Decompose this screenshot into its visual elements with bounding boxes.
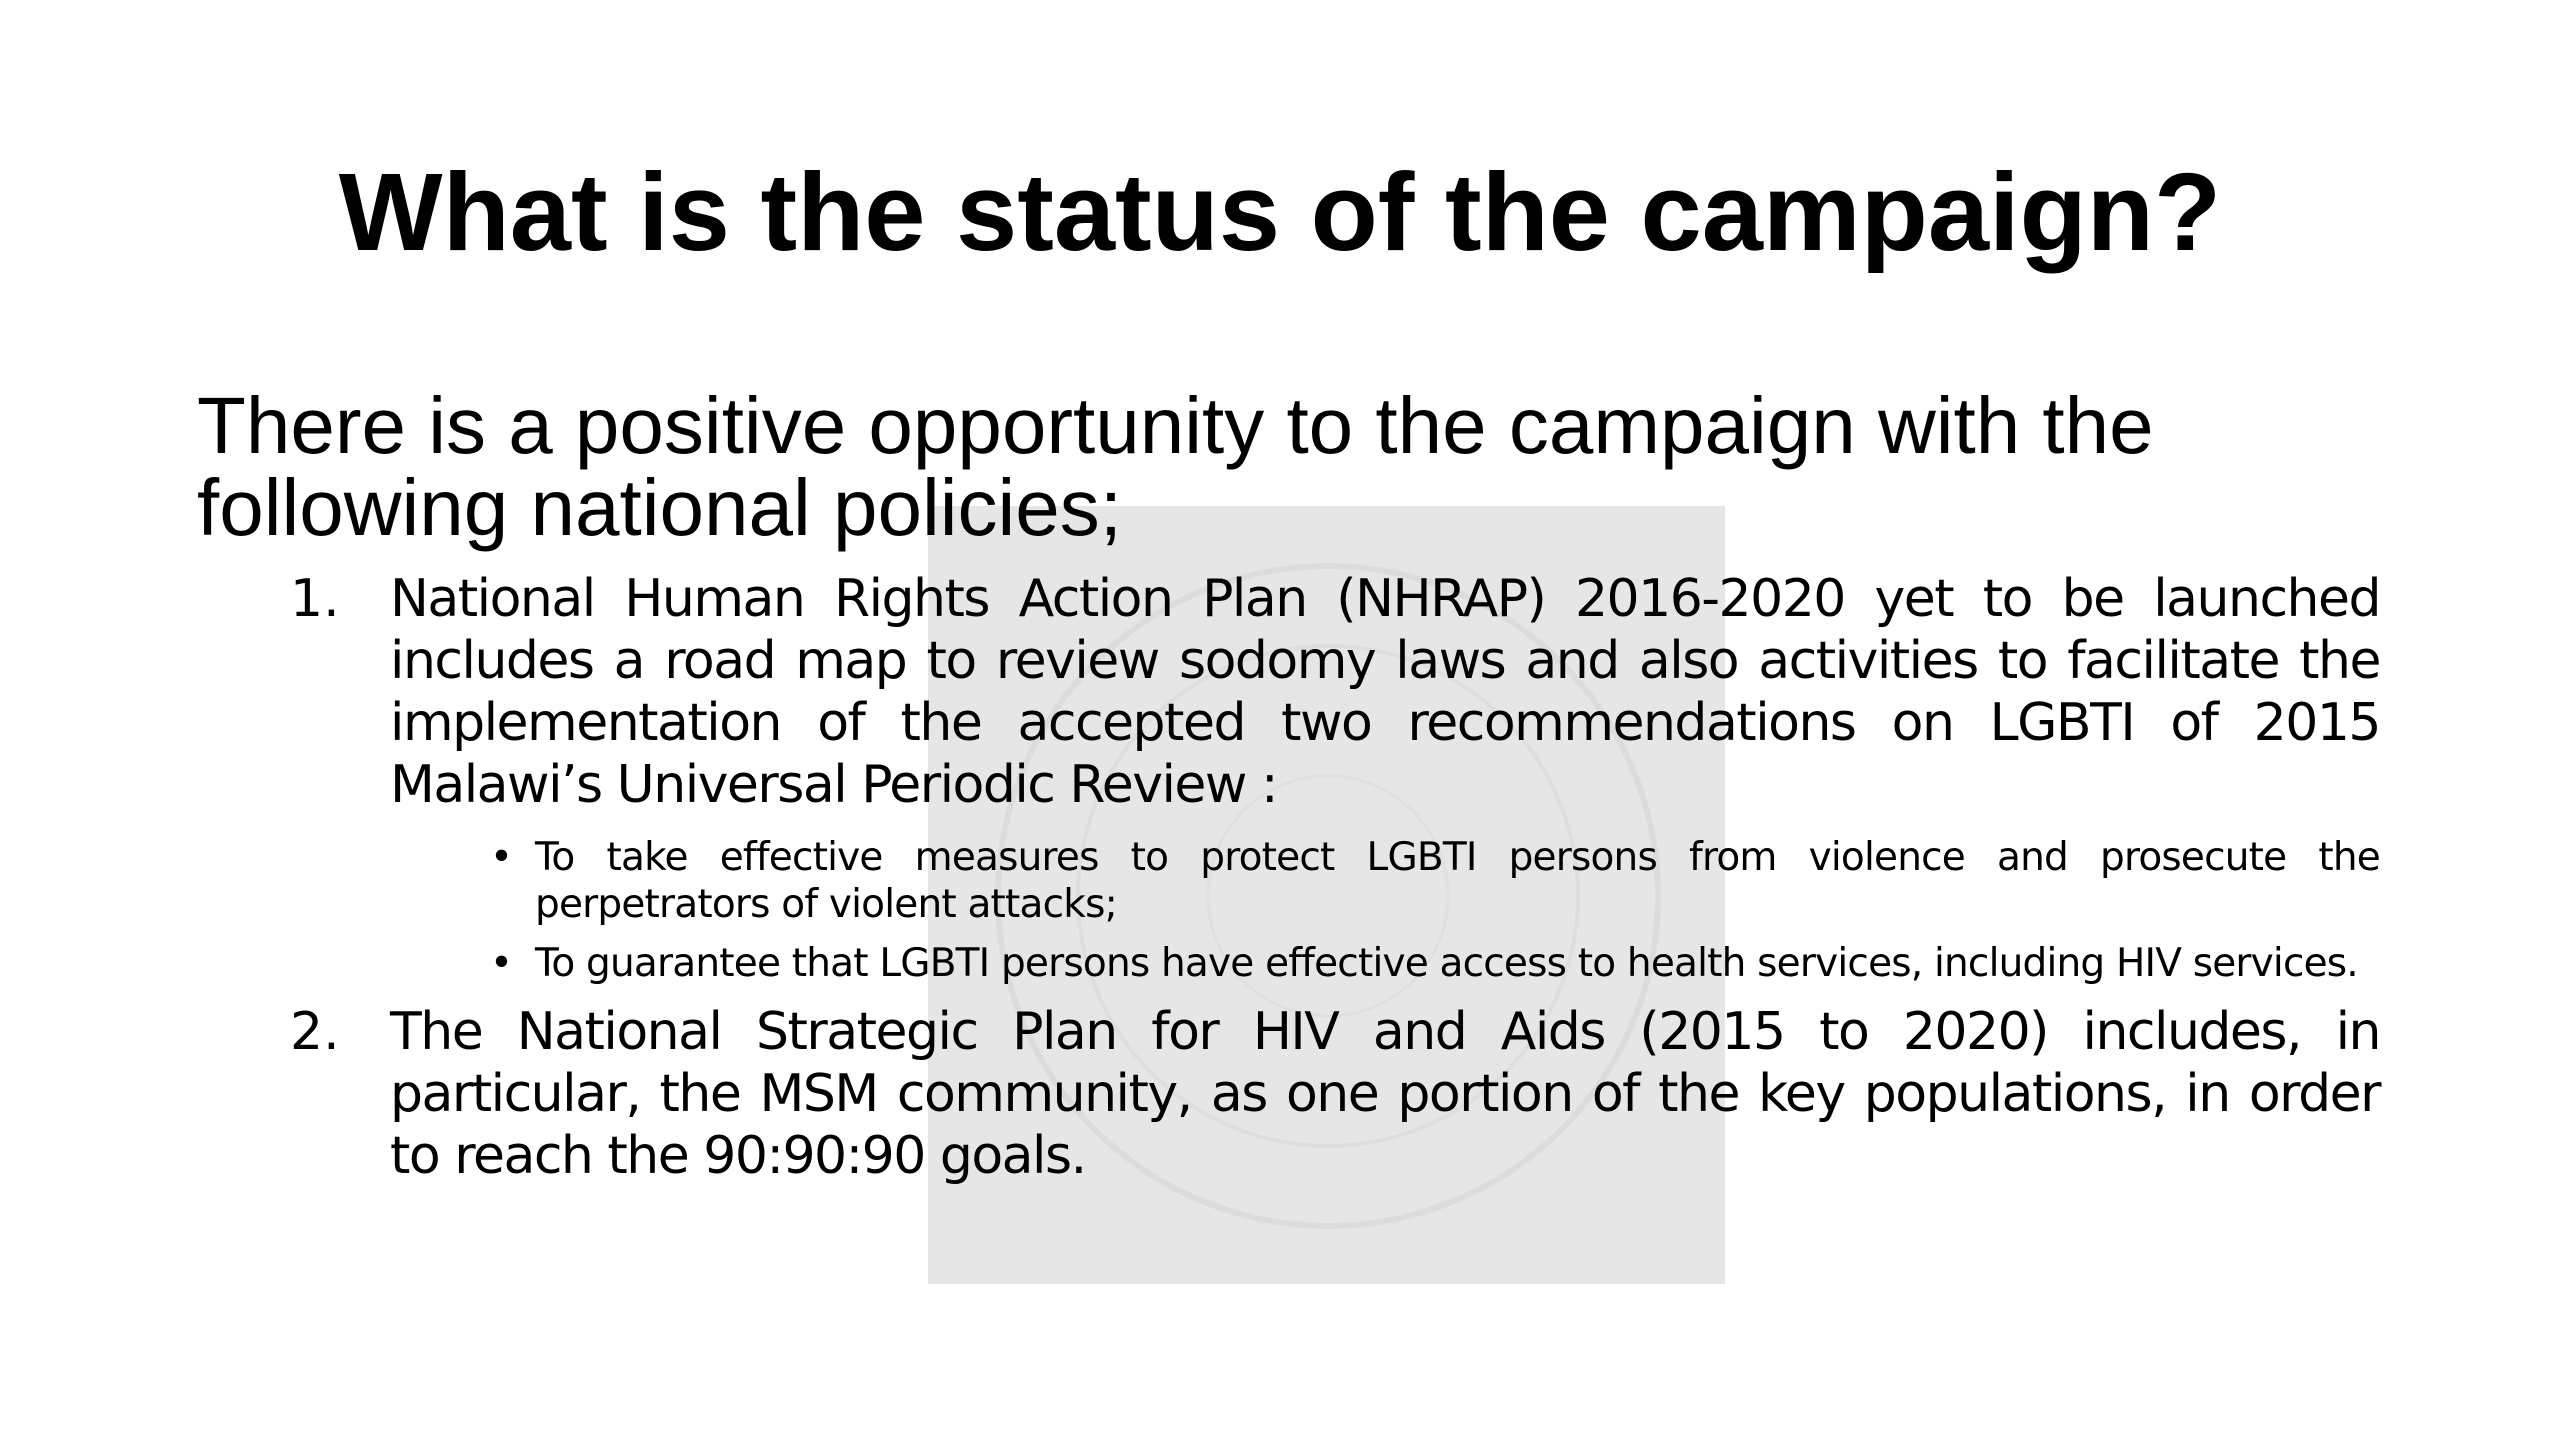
- list-item-number: 1.: [290, 569, 340, 629]
- sub-list-item: [390, 834, 2380, 928]
- list-item-text: National Human Rights Action Plan (NHRAP) 2016-2020 yet to be launched includes a road map to review sodomy laws and also activities to facilitate the implementation of the accepted two recommendations on LGBTI of 2015 Malawi’s Universal Periodic Review :: [390, 569, 2380, 815]
- sub-list-item-text: To take effective measures to protect LGBTI persons from violence and prosecute the perpetrators of violent attacks;: [535, 835, 2380, 927]
- sub-list-item: [390, 940, 2380, 987]
- bullet-icon: •: [490, 941, 513, 986]
- page-title: What is the status of the campaign?: [338, 151, 2222, 274]
- bullet-icon: •: [490, 835, 513, 880]
- list-item-text: The National Strategic Plan for HIV and Aids (2015 to 2020) includes, in particular, the MSM community, as one portion of the key populations, in order to reach the 90:90:90 goals.: [390, 1002, 2380, 1186]
- sub-list-item-text: To guarantee that LGBTI persons have effective access to health services, including HIV services.: [535, 941, 2358, 986]
- intro-text: There is a positive opportunity to the campaign with the following national policies;: [197, 381, 2154, 552]
- list-item: [290, 1001, 2380, 1187]
- recommendation-list: [390, 834, 2380, 987]
- list-item: [290, 568, 2380, 987]
- policy-list: [290, 568, 2380, 1187]
- list-item-number: 2.: [290, 1002, 340, 1062]
